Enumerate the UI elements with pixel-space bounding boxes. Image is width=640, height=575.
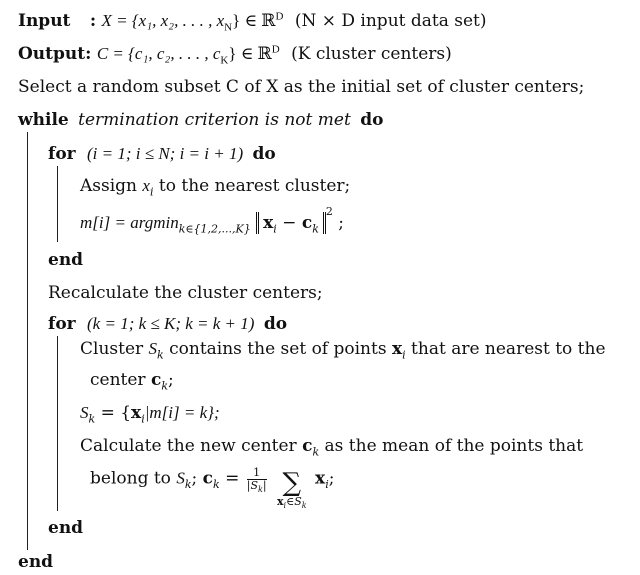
norm-expression xyxy=(256,212,326,234)
recalc-line: Recalculate the cluster centers; xyxy=(48,283,323,303)
input-colon: : xyxy=(89,11,97,31)
output-in: } ∈ ℝ xyxy=(228,44,272,63)
end-for-k: end xyxy=(48,518,84,538)
calc-line-1: Calculate the new center $c_k$ as the mean of the points that xyxy=(80,436,584,459)
cluster-line-1: Cluster $S_k$ contains the set of points $x_i$ that are nearest to the xyxy=(80,339,606,362)
input-keyword: Input xyxy=(18,11,71,31)
assign-line xyxy=(80,176,351,199)
end-for-i: end xyxy=(48,250,84,270)
for-k-line xyxy=(48,314,287,334)
while-body-bar xyxy=(27,132,28,550)
argmin-lhs-sub: k∈{1,2,...,K} xyxy=(178,222,251,236)
input-note: (N × D input data set) xyxy=(294,11,487,31)
input-in-sup: D xyxy=(275,10,284,23)
input-line xyxy=(18,10,487,34)
assign-text-a: Assign xyxy=(80,176,143,196)
init-line: Select a random subset C of X as the initial set of cluster centers; xyxy=(18,77,585,97)
output-set-sub: K xyxy=(220,54,229,67)
argmin-line xyxy=(80,205,345,236)
norm-c-sub: k xyxy=(312,222,319,236)
argmin-lhs: m[i] = argmin xyxy=(80,213,179,232)
for-i-do: do xyxy=(252,144,276,164)
center-var: c xyxy=(150,370,162,390)
for-i-keyword: for xyxy=(48,144,76,164)
for-i-line xyxy=(48,144,276,164)
end-while: end xyxy=(18,552,54,572)
for-k-body-bar xyxy=(57,336,58,511)
output-in-sup: D xyxy=(271,43,280,56)
norm-minus: − xyxy=(276,213,302,233)
argmin-end: ; xyxy=(338,213,345,233)
input-set: X = {x₁, x₂, . . . , x xyxy=(101,11,225,30)
output-note: (K cluster centers) xyxy=(291,44,452,64)
assign-var: x xyxy=(142,176,150,195)
output-line xyxy=(18,43,452,67)
mean-fraction: $\frac{1}{|S_k|}$ xyxy=(246,465,267,494)
cluster-set: S xyxy=(148,339,158,358)
output-keyword: Output: xyxy=(18,44,92,64)
assign-var-sub: i xyxy=(149,185,154,199)
while-condition: termination criterion is not met xyxy=(78,110,351,130)
for-i-header: (i = 1; i ≤ N; i = i + 1) xyxy=(87,144,244,163)
input-set-sub: N xyxy=(224,21,233,34)
for-i-body-bar xyxy=(57,166,58,242)
assign-text-b: to the nearest cluster; xyxy=(153,176,351,196)
output-set: C = {c₁, c₂, . . . , c xyxy=(96,44,221,63)
while-keyword: while xyxy=(18,110,69,130)
calc-line-2: belong to $S_k$; $c_k$ = $\frac{1}{|S_k|}$ ∑ $x_i\in S_k$ $x_i$; xyxy=(90,465,335,511)
sk-definition: $S_k = \{x_i|m[i] = k\}$; xyxy=(80,403,220,426)
norm-x: x xyxy=(263,213,274,233)
norm-c: c xyxy=(301,213,313,233)
for-k-do: do xyxy=(263,314,288,334)
input-in: } ∈ ℝ xyxy=(232,11,276,30)
norm-power: 2 xyxy=(325,205,333,219)
for-k-keyword: for xyxy=(48,314,76,334)
cluster-line-2: center $c_k$; xyxy=(90,370,174,393)
while-line xyxy=(18,110,383,130)
while-do: do xyxy=(360,110,384,130)
for-k-header: (k = 1; k ≤ K; k = k + 1) xyxy=(87,314,255,333)
cluster-point: x xyxy=(391,339,403,359)
norm-x-sub: i xyxy=(273,222,277,236)
sum-operator: ∑ $x_i\in S_k$ xyxy=(276,468,307,511)
